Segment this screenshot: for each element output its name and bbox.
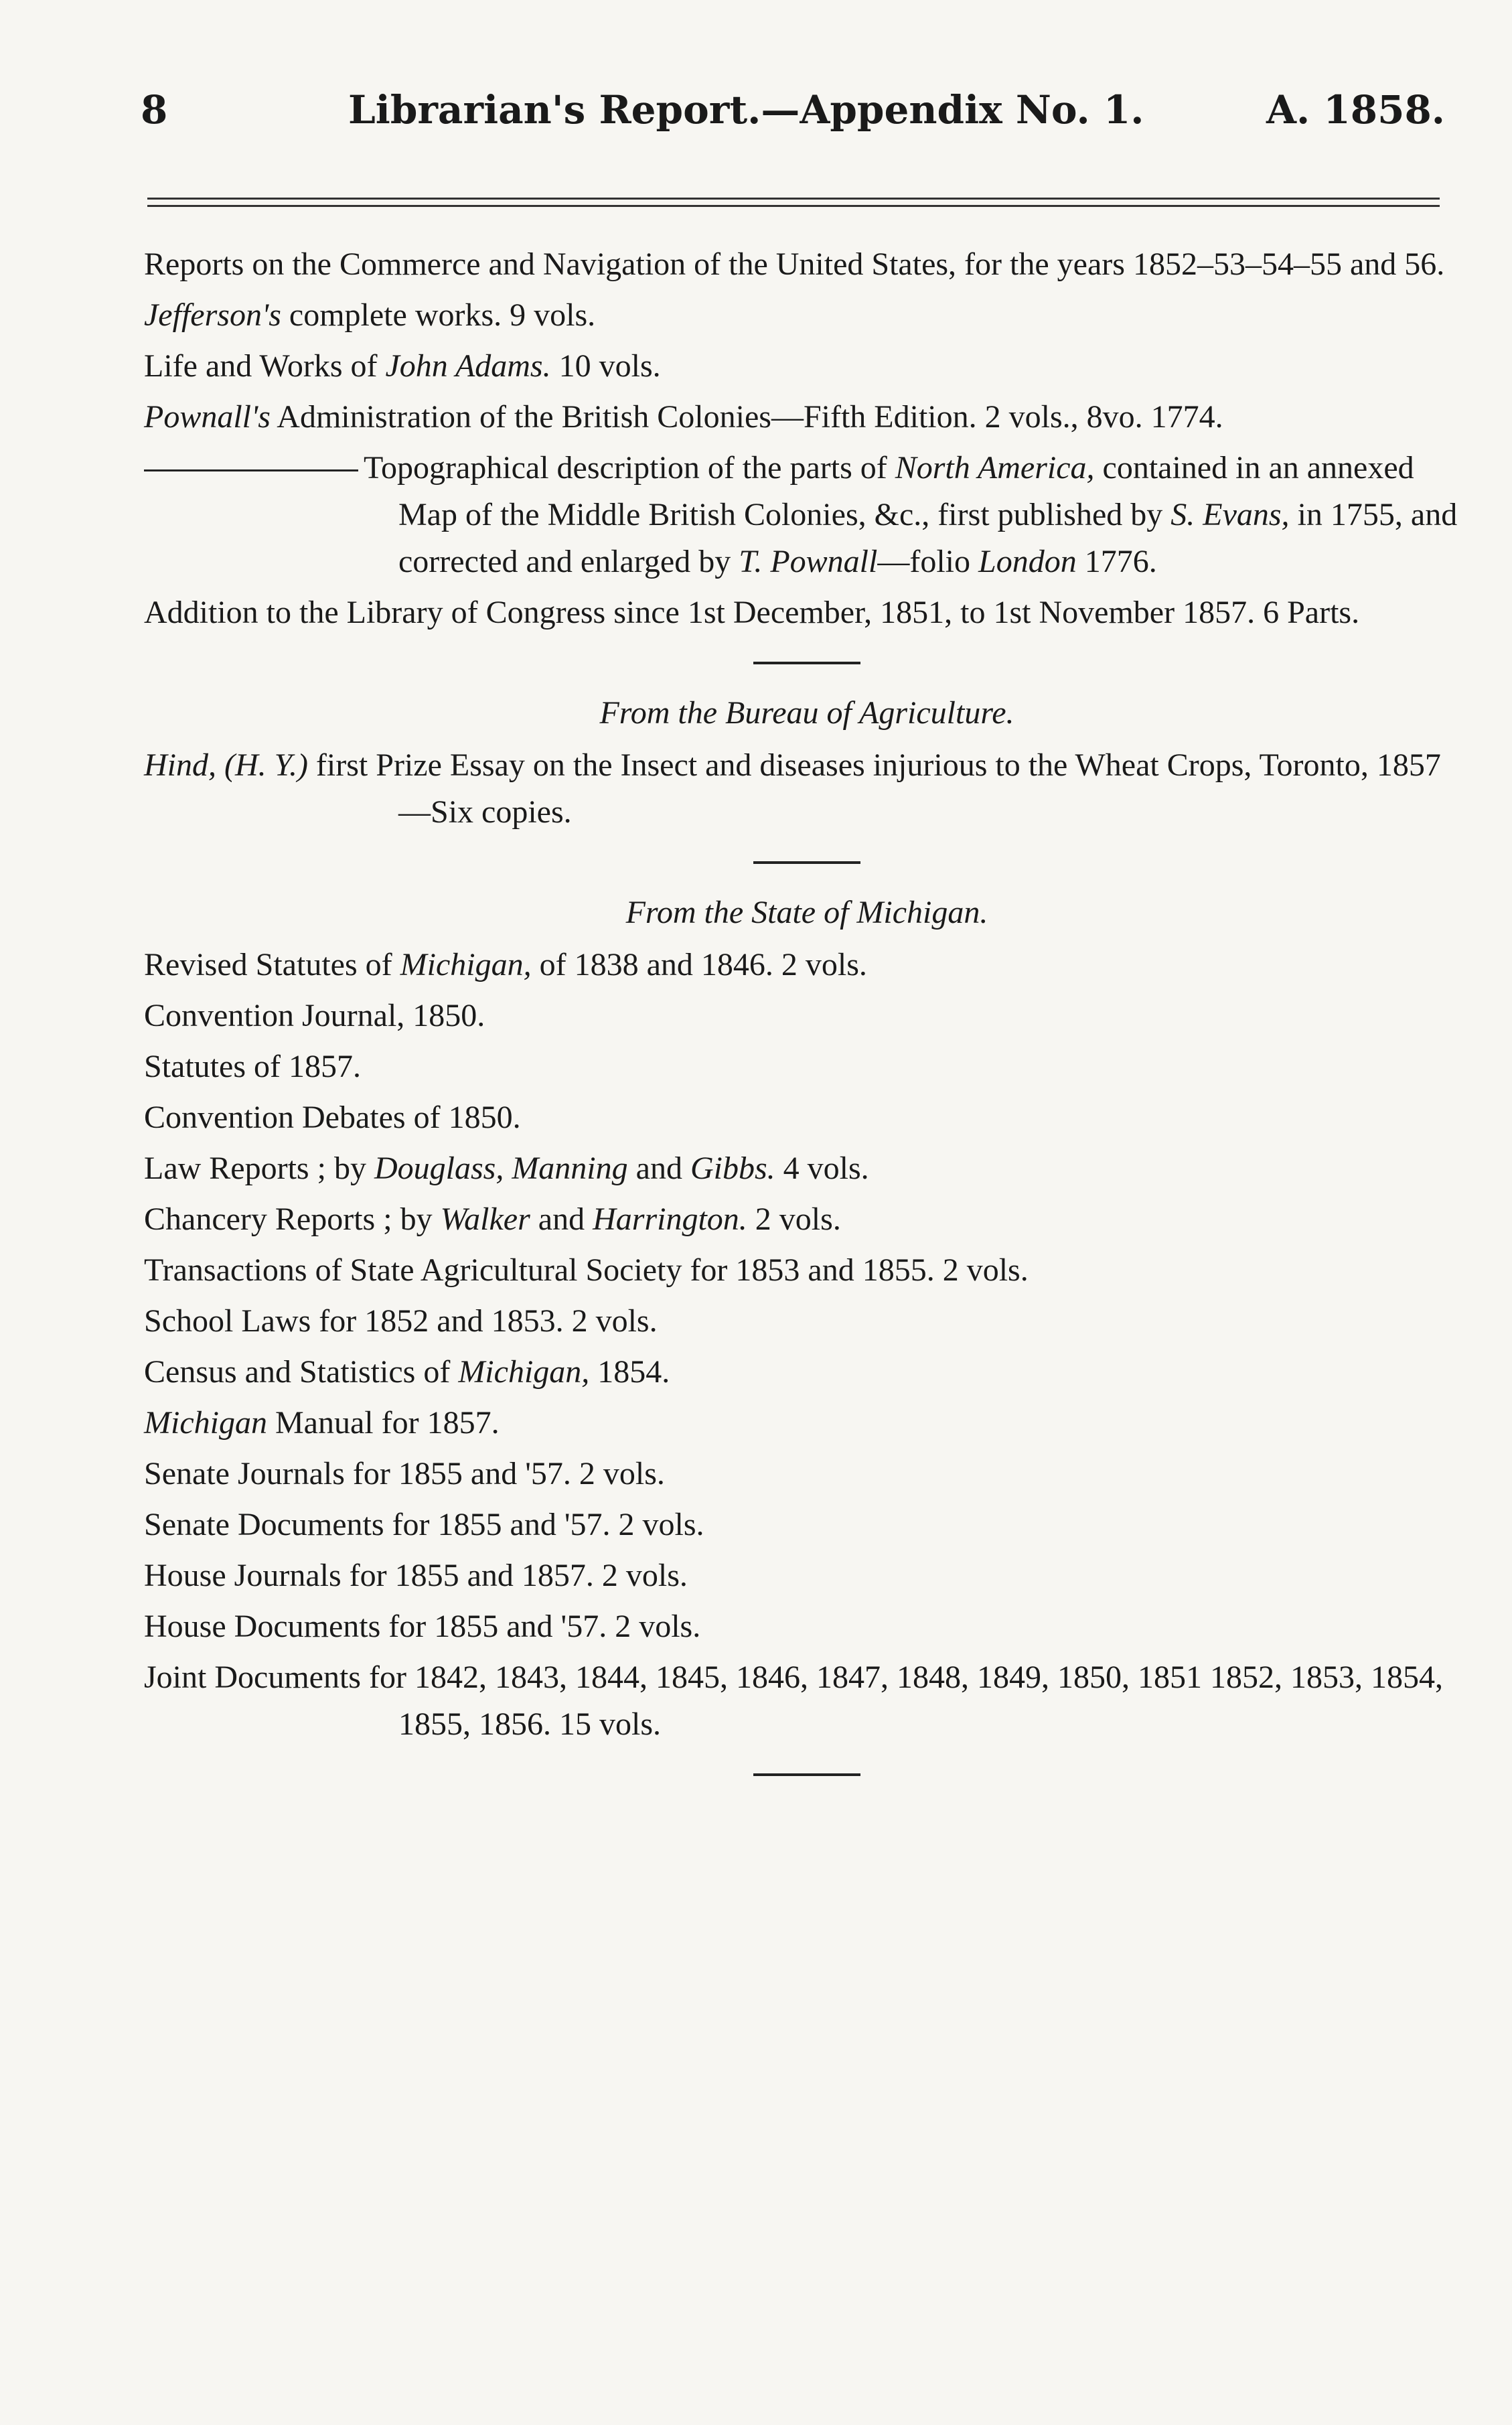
catalog-entry (144, 1349, 1470, 1396)
running-title: Librarian's Report.—Appendix No. 1. (348, 87, 1144, 133)
entry-text: School Laws for 1852 and 1853. 2 vols. (144, 1303, 658, 1339)
entry-text: complete works. 9 vols. (281, 297, 596, 333)
catalog-entry (144, 394, 1470, 441)
italic-text: North America, (895, 450, 1095, 486)
catalog-entry (144, 1043, 1470, 1090)
entry-text: Senate Documents for 1855 and '57. 2 vols. (144, 1507, 704, 1542)
section-divider (753, 861, 860, 864)
catalog-entry (144, 1145, 1470, 1192)
italic-text: T. Pownall (739, 544, 878, 579)
entry-text: Transactions of State Agricultural Society for 1853 and 1855. 2 vols. (144, 1252, 1029, 1288)
catalog-entry (144, 1247, 1470, 1294)
entry-text: 1854. (589, 1354, 670, 1390)
italic-text: Pownall's (144, 399, 271, 435)
catalog-entry (144, 993, 1470, 1039)
italic-text: Michigan, (400, 947, 532, 982)
section-divider (753, 1773, 860, 1776)
catalog-entry (144, 292, 1470, 339)
italic-text: Douglass, Manning (374, 1151, 628, 1186)
catalog-entry (144, 1298, 1470, 1345)
italic-text: Hind, (H. Y.) (144, 747, 308, 783)
entry-text: Manual for 1857. (267, 1405, 500, 1441)
catalog-entry (144, 1501, 1470, 1548)
entry-text: Senate Journals for 1855 and '57. 2 vols. (144, 1456, 665, 1491)
section-divider (753, 662, 860, 664)
entry-text: Chancery Reports ; by (144, 1201, 441, 1237)
catalog-entry (144, 742, 1470, 836)
section-heading: From the State of Michigan. (625, 895, 988, 930)
entry-text: Census and Statistics of (144, 1354, 459, 1390)
entry-text: Joint Documents for 1842, 1843, 1844, 1845, 1846, 1847, 1848, 1849, 1850, 1851 1852, 1853, 1854, 1855, 1856. 15 vols. (144, 1660, 1443, 1742)
entry-text: in 1755, and corrected and enlarged by (398, 497, 1458, 579)
catalog-entry (144, 1451, 1470, 1497)
entry-text: Topographical description of the parts of (364, 450, 895, 486)
catalog-entry (144, 1654, 1470, 1748)
italic-text: Michigan, (458, 1354, 590, 1390)
entry-text: Life and Works of (144, 348, 386, 384)
header-double-rule (147, 198, 1440, 207)
italic-text: Gibbs. (690, 1151, 775, 1186)
entry-text: House Documents for 1855 and '57. 2 vols. (144, 1609, 701, 1644)
italic-text: Walker (440, 1201, 530, 1237)
italic-text: John Adams. (385, 348, 551, 384)
page-number: 8 (141, 87, 168, 133)
entry-text: Revised Statutes of (144, 947, 400, 982)
document-body (144, 241, 1470, 1802)
entry-text: 10 vols. (550, 348, 661, 384)
catalog-entry (144, 343, 1470, 390)
catalog-entry (144, 1094, 1470, 1141)
catalog-entry (144, 241, 1470, 288)
entry-text: Law Reports ; by (144, 1151, 374, 1186)
entry-text: first Prize Essay on the Insect and diseases injurious to the Wheat Crops, Toronto, 1857—Six copies. (307, 747, 1441, 830)
italic-text: S. Evans, (1170, 497, 1290, 532)
catalog-entry (144, 589, 1470, 636)
entry-text: contained in an annexed Map of the Middle British Colonies, &c., first published by (398, 450, 1414, 532)
entry-text: and (627, 1151, 690, 1186)
entry-text: House Journals for 1855 and 1857. 2 vols. (144, 1558, 688, 1593)
entry-text: Convention Journal, 1850. (144, 998, 485, 1033)
entry-text: —folio (877, 544, 978, 579)
page-header (134, 87, 1445, 147)
year-mark: A. 1858. (1266, 87, 1445, 133)
italic-text: Michigan (144, 1405, 267, 1441)
catalog-entry (144, 942, 1470, 988)
catalog-entry (144, 445, 1470, 585)
section-heading: From the Bureau of Agriculture. (599, 695, 1014, 731)
catalog-entry (144, 1552, 1470, 1599)
catalog-entry (144, 1400, 1470, 1447)
entry-text: of 1838 and 1846. 2 vols. (531, 947, 867, 982)
entry-text: 2 vols. (747, 1201, 841, 1237)
entry-text: Statutes of 1857. (144, 1049, 361, 1084)
entry-text: 4 vols. (775, 1151, 869, 1186)
entry-text: Addition to the Library of Congress since 1st December, 1851, to 1st November 1857. 6 Parts. (144, 595, 1360, 630)
entry-text: and (530, 1201, 593, 1237)
italic-text: Harrington. (593, 1201, 747, 1237)
catalog-entry (144, 1196, 1470, 1243)
ditto-dash (144, 469, 358, 471)
italic-text: Jefferson's (144, 297, 281, 333)
catalog-entry (144, 1603, 1470, 1650)
entry-text: Convention Debates of 1850. (144, 1100, 521, 1135)
entry-text: 1776. (1076, 544, 1157, 579)
entry-text: Reports on the Commerce and Navigation of the United States, for the years 1852–53–54–55 and 56. (144, 246, 1445, 282)
italic-text: London (978, 544, 1077, 579)
entry-text: Administration of the British Colonies—Fifth Edition. 2 vols., 8vo. 1774. (270, 399, 1223, 435)
